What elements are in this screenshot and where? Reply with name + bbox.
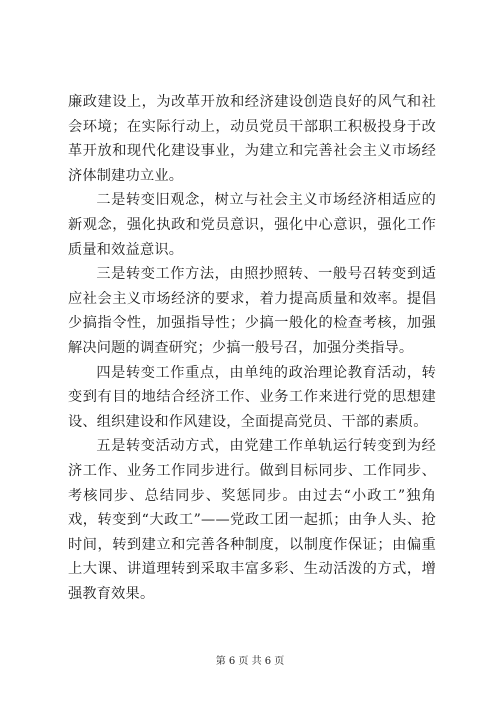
paragraph-2: 二是转变旧观念，树立与社会主义市场经济相适应的新观念，强化执政和党员意识，强化中心意识，强化工作质量和效益意识。 — [68, 192, 436, 258]
paragraph-3: 三是转变工作方法，由照抄照转、一般号召转变到适应社会主义市场经济的要求，着力提高质量和效率。提倡少搞指令性，加强指导性；少搞一般化的检查考核，加强解决问题的调查研究；少搞一般号召，加强分类指导。 — [68, 266, 436, 356]
page-number-footer: 第 6 页 共 6 页 — [215, 656, 285, 667]
paragraph-4: 四是转变工作重点，由单纯的政治理论教育活动，转变到有目的地结合经济工作、业务工作来进行党的思想建设、组织建设和作风建设，全面提高党员、干部的素质。 — [68, 364, 436, 430]
paragraph-1: 廉政建设上，为改革开放和经济建设创造良好的风气和社会环境；在实际行动上，动员党员干部职工积极投身于改革开放和现代化建设事业，为建立和完善社会主义市场经济体制建功立业。 — [68, 94, 436, 184]
document-body — [68, 90, 436, 606]
paragraph-5: 五是转变活动方式，由党建工作单轨运行转变到为经济工作、业务工作同步进行。做到目标同步、工作同步、考核同步、总结同步、奖惩同步。由过去“小政工”独角戏，转变到“大政工”——党政工团一起抓；由争人头、抢时间，转到建立和完善各种制度，以制度作保证；由偏重上大课、讲道理转到采取丰富多彩、生动活泼的方式，增强教育效果。 — [68, 438, 436, 602]
